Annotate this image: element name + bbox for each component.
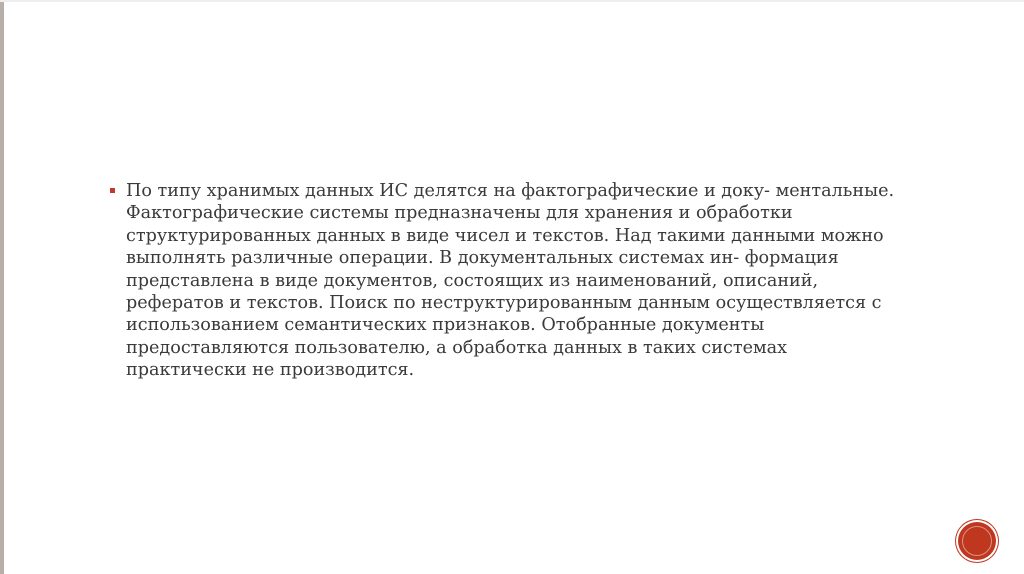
- paragraph-line: предоставляются пользователю, а обработка данных в таких системах: [126, 337, 788, 358]
- left-border-rule: [0, 0, 4, 574]
- top-border-rule: [0, 0, 1024, 2]
- paragraph-line: структурированных данных в виде чисел и текстов. Над такими данными можно: [126, 225, 884, 246]
- paragraph-line: Фактографические системы предназначены для хранения и обработки: [126, 203, 793, 224]
- square-bullet-icon: [110, 188, 115, 193]
- paragraph-line: практически не производится.: [126, 360, 415, 381]
- paragraph-line: представлена в виде документов, состоящих из наименований, описаний,: [126, 270, 819, 291]
- paragraph-line: рефератов и текстов. Поиск по неструктурированным данным осуществляется с: [126, 293, 882, 314]
- circle-nav-icon[interactable]: [958, 522, 996, 560]
- slide-content: [110, 180, 910, 382]
- paragraph-line: выполнять различные операции. В документальных системах ин- формация: [126, 248, 839, 269]
- bullet-paragraph: [110, 180, 910, 382]
- paragraph-line: использованием семантических признаков. Отобранные документы: [126, 315, 765, 336]
- paragraph-line: По типу хранимых данных ИС делятся на фактографические и доку- ментальные.: [126, 181, 895, 201]
